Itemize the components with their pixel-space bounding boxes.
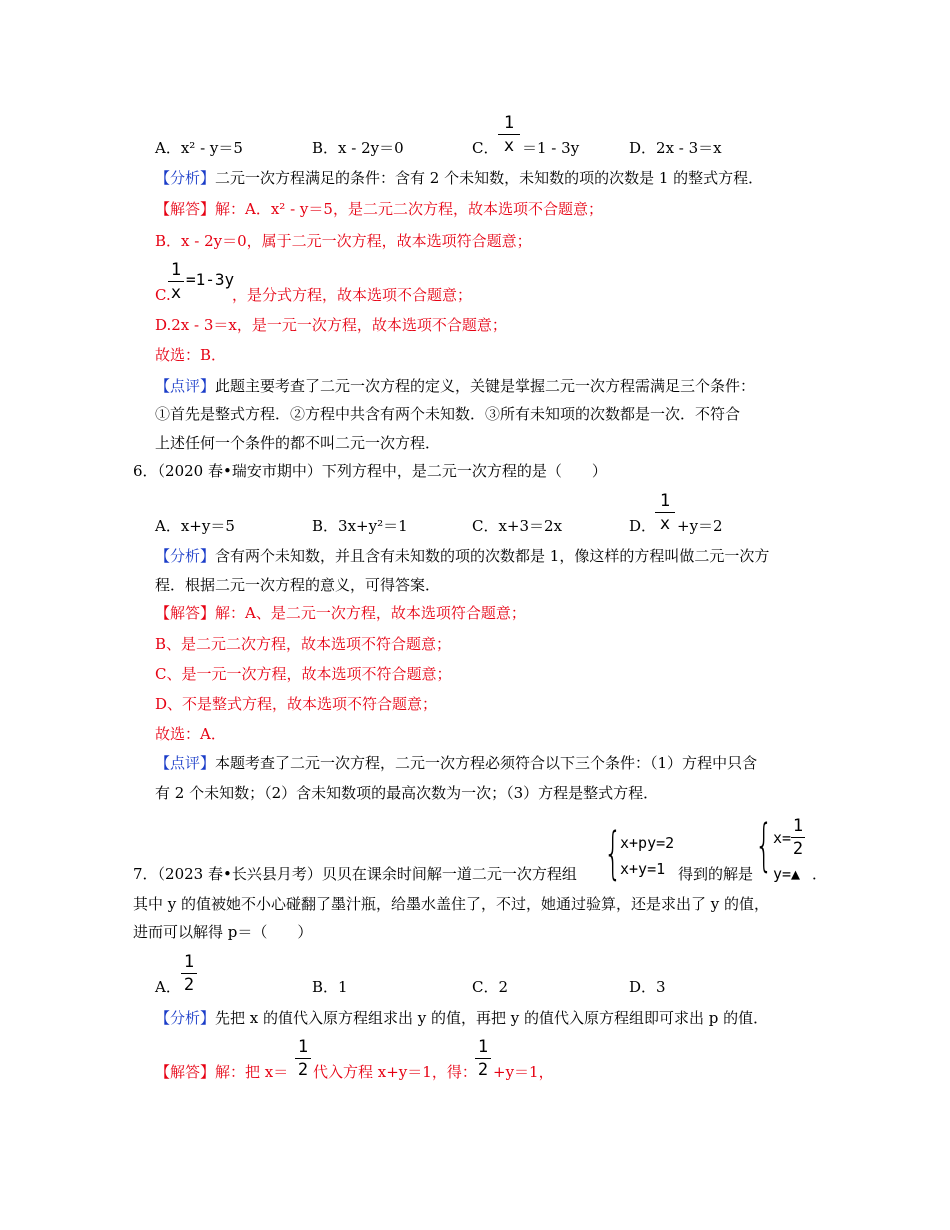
fraction-bar	[181, 973, 197, 974]
q5-option-c-fraction	[498, 113, 520, 156]
q6-option-c: C．x+3＝2x	[472, 517, 563, 535]
q6-comment-line-1	[155, 753, 757, 773]
q5-option-c-label: C．	[472, 139, 499, 157]
q6-option-d-fraction	[655, 491, 675, 534]
q6-option-d-label: D．	[629, 517, 657, 535]
fraction-denominator: 2	[477, 1060, 489, 1080]
q6-answer-line-5: 故选：A．	[155, 725, 226, 743]
comment-text: 本题考查了二元一次方程，二元一次方程必须符合以下三个条件：（1）方程中只含	[215, 754, 758, 772]
q5-answer-line-3-prefix: C.	[155, 286, 171, 304]
q5-answer-fraction	[168, 260, 184, 303]
q7-stem-part-2: 得到的解是	[678, 865, 754, 883]
analysis-tag: 【分析】	[155, 1009, 216, 1027]
comment-tag: 【点评】	[155, 377, 216, 395]
q5-option-a: A．x² - y＝5	[155, 139, 243, 157]
q7-solution-y: y=▲	[773, 865, 801, 883]
q7-analysis	[155, 1008, 768, 1028]
q6-stem: 6．（2020 春•瑞安市期中）下列方程中，是二元一次方程的是（ ）	[133, 462, 607, 480]
q7-stem-part-1: 7．（2023 春•长兴县月考）贝贝在课余时间解一道二元一次方程组	[133, 865, 577, 883]
fraction-numerator: 1	[297, 1037, 309, 1057]
q7-solution-x-fraction	[791, 816, 805, 859]
comment-tag: 【点评】	[155, 754, 216, 772]
answer-text: 解：A、是二元一次方程，故本选项符合题意；	[215, 604, 526, 622]
q7-option-c: C．2	[472, 978, 509, 996]
fraction-numerator: 1	[183, 952, 195, 972]
q5-answer-line-3-text: ，是分式方程，故本选项不合题意；	[232, 286, 473, 304]
q7-option-b: B．1	[312, 978, 348, 996]
q6-analysis-line-2: 程．根据二元一次方程的意义，可得答案．	[155, 576, 441, 594]
q5-comment-line-2: ①首先是整式方程．②方程中共含有两个未知数．③所有未知项的次数都是一次．不符合	[155, 405, 741, 423]
fraction-bar	[168, 281, 184, 282]
q7-option-d: D．3	[629, 978, 666, 996]
fraction-bar	[655, 512, 675, 513]
q5-comment-line-1	[155, 376, 755, 396]
q6-comment-line-2: 有 2 个未知数；（2）含未知数项的最高次数为一次；（3）方程是整式方程．	[155, 784, 659, 802]
q5-option-c-rest: ＝1 - 3y	[522, 139, 580, 157]
answer-part-1: 解：把 x＝	[215, 1063, 289, 1081]
q6-analysis-line-1	[155, 546, 769, 566]
fraction-denominator: x	[659, 514, 671, 534]
q7-stem-end: ．	[812, 865, 828, 883]
fraction-denominator: x	[170, 283, 182, 303]
system-equation-1: x+py=2	[620, 834, 675, 852]
fraction-denominator: 2	[297, 1060, 309, 1080]
analysis-text: 含有两个未知数，并且含有未知数的项的次数都是 1，像这样的方程叫做二元一次方	[215, 547, 770, 565]
q5-option-b: B．x - 2y＝0	[312, 139, 404, 157]
q5-option-d: D．2x - 3＝x	[629, 139, 722, 157]
fraction-bar	[498, 134, 520, 135]
system-equation-2: x+y=1	[620, 860, 666, 878]
q5-comment-line-3: 上述任何一个条件的都不叫二元一次方程．	[155, 434, 441, 452]
fraction-bar	[295, 1058, 311, 1059]
fraction-denominator: 2	[183, 975, 195, 995]
q6-option-b: B．3x+y²＝1	[312, 517, 408, 535]
answer-tag: 【解答】	[155, 200, 216, 218]
q7-solution-x: x=	[773, 829, 792, 847]
q5-answer-line-2: B．x - 2y＝0，属于二元一次方程，故本选项符合题意；	[155, 232, 532, 250]
q6-option-d-rest: +y＝2	[677, 517, 723, 535]
q6-answer-line-2: B、是二元二次方程，故本选项不符合题意；	[155, 635, 452, 653]
fraction-numerator: 1	[659, 491, 671, 511]
q7-stem-line-2: 其中 y 的值被她不小心碰翻了墨汁瓶，给墨水盖住了，不过，她通过验算，还是求出了 y 的值，	[133, 895, 770, 913]
answer-tag: 【解答】	[155, 604, 216, 622]
q5-answer-line-4: D.2x - 3＝x，是一元一次方程，故本选项不合题意；	[155, 316, 507, 334]
fraction-bar	[475, 1058, 491, 1059]
fraction-denominator: 2	[792, 839, 804, 859]
analysis-tag: 【分析】	[155, 169, 216, 187]
analysis-text: 二元一次方程满足的条件：含有 2 个未知数，未知数的项的次数是 1 的整式方程．	[215, 169, 764, 187]
q7-answer-fraction-1	[295, 1037, 311, 1080]
q6-answer-line-4: D、不是整式方程，故本选项不符合题意；	[155, 695, 438, 713]
comment-text: 此题主要考查了二元一次方程的定义，关键是掌握二元一次方程需满足三个条件：	[215, 377, 756, 395]
left-brace-icon: {	[604, 821, 622, 886]
q5-answer-line-1	[155, 199, 603, 219]
q7-answer-part-2: 代入方程 x+y＝1，得：	[313, 1063, 477, 1081]
analysis-text: 先把 x 的值代入原方程组求出 y 的值，再把 y 的值代入原方程组即可求出 p 的值．	[215, 1009, 769, 1027]
q5-answer-line-3-eq: =1-3y	[186, 270, 235, 289]
fraction-numerator: 1	[792, 816, 804, 836]
q7-option-a-label: A．	[155, 978, 181, 996]
q7-option-a-fraction	[181, 952, 197, 995]
fraction-numerator: 1	[170, 260, 182, 280]
q7-stem-line-3: 进而可以解得 p＝（ ）	[133, 923, 313, 941]
q5-answer-line-5: 故选：B．	[155, 346, 227, 364]
fraction-bar	[791, 837, 805, 838]
q6-answer-line-3: C、是一元一次方程，故本选项不符合题意；	[155, 665, 452, 683]
fraction-numerator: 1	[477, 1037, 489, 1057]
q7-answer-tag-and-part-1	[155, 1062, 288, 1082]
answer-tag: 【解答】	[155, 1063, 216, 1081]
answer-text: 解：A．x² - y＝5，是二元二次方程，故本选项不合题意；	[215, 200, 603, 218]
q7-equation-system	[620, 830, 674, 882]
fraction-denominator: x	[503, 136, 515, 156]
q6-option-a: A．x+y＝5	[155, 517, 235, 535]
q5-analysis	[155, 168, 763, 188]
fraction-numerator: 1	[503, 113, 515, 133]
left-brace-icon: {	[755, 813, 773, 878]
analysis-tag: 【分析】	[155, 547, 216, 565]
q6-answer-line-1	[155, 603, 526, 623]
q7-answer-fraction-2	[475, 1037, 491, 1080]
q7-answer-part-3: +y＝1，	[493, 1063, 554, 1081]
